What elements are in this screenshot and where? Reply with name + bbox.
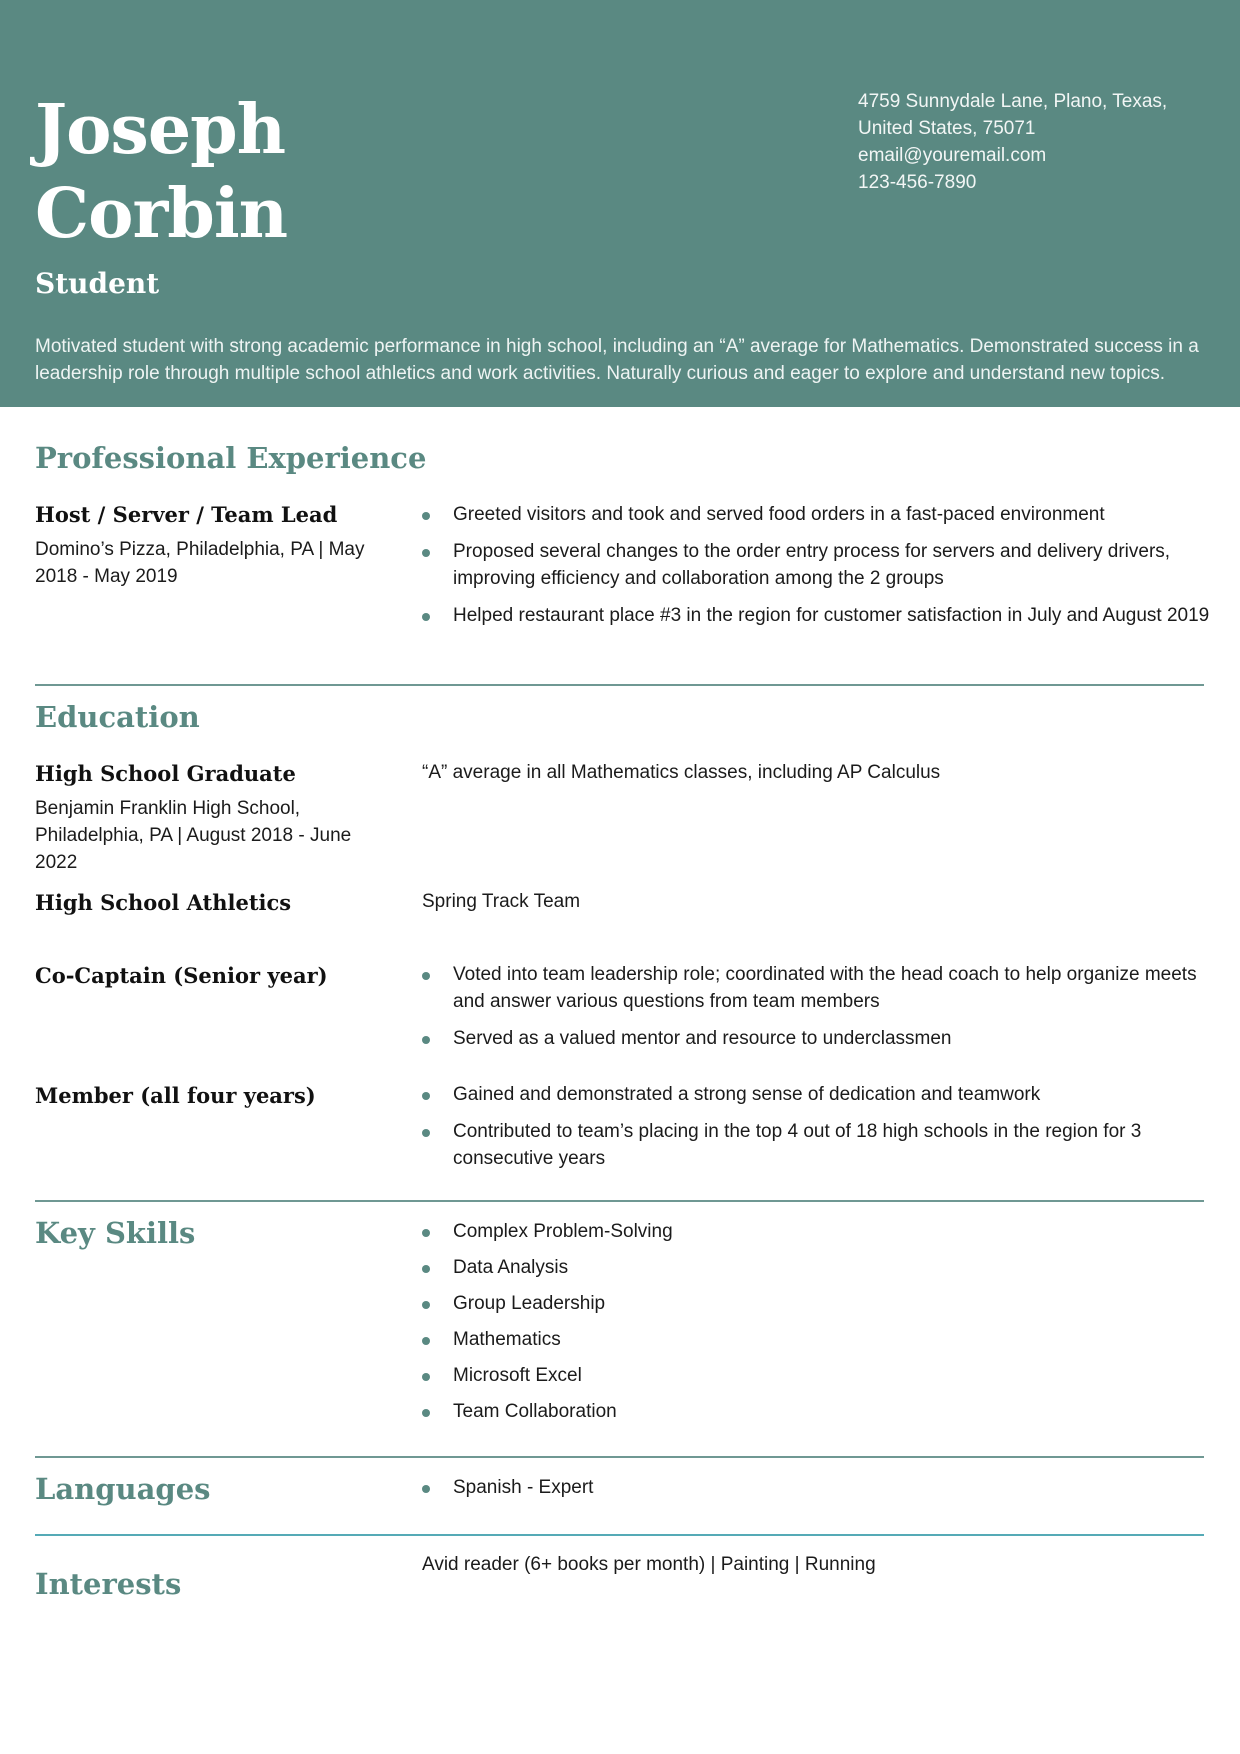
- candidate-name: [35, 88, 287, 256]
- athletics-title: High School Athletics: [35, 890, 292, 915]
- section-divider: [35, 1534, 1204, 1536]
- section-divider: [35, 684, 1204, 686]
- profile-summary: Motivated student with strong academic performance in high school, including an “A” average for Mathematics. Demonstrated success in a leadership role through multiple school athletics and work activities. Naturally curious and eager to explore and understand new topics.: [35, 336, 1199, 384]
- list-item: Complex Problem-Solving: [422, 1218, 1212, 1245]
- address-line-2: United States, 75071: [858, 118, 1036, 139]
- captain-title: Co-Captain (Senior year): [35, 963, 328, 988]
- list-item: Served as a valued mentor and resource to underclassmen: [422, 1025, 1212, 1052]
- list-item: Proposed several changes to the order entry process for servers and delivery drivers, improving efficiency and collaboration among the 2 groups: [422, 538, 1212, 592]
- skills-list: [422, 1218, 1212, 1434]
- list-item: Mathematics: [422, 1326, 1212, 1353]
- job-title: Student: [35, 267, 160, 300]
- resume-header: [0, 0, 1240, 407]
- education-school: Benjamin Franklin High School, Philadelphia, PA | August 2018 - June 2022: [35, 798, 352, 873]
- section-title-languages: Languages: [35, 1472, 211, 1506]
- section-divider: [35, 1200, 1204, 1202]
- list-item: Gained and demonstrated a strong sense of dedication and teamwork: [422, 1081, 1212, 1108]
- experience-details: Domino’s Pizza, Philadelphia, PA | May 2018 - May 2019: [35, 539, 365, 587]
- list-item: Data Analysis: [422, 1254, 1212, 1281]
- languages-list: [422, 1474, 1212, 1511]
- address-line-1: 4759 Sunnydale Lane, Plano, Texas,: [858, 91, 1168, 112]
- list-item: Greeted visitors and took and served food orders in a fast-paced environment: [422, 501, 1212, 528]
- athletics-note: Spring Track Team: [422, 891, 581, 912]
- experience-bullets: [422, 501, 1212, 639]
- section-title-skills: Key Skills: [35, 1216, 196, 1250]
- experience-job-title: Host / Server / Team Lead: [35, 502, 338, 527]
- phone-text: 123-456-7890: [858, 172, 977, 193]
- list-item: Team Collaboration: [422, 1398, 1212, 1425]
- section-title-education: Education: [35, 700, 200, 734]
- list-item: Microsoft Excel: [422, 1362, 1212, 1389]
- education-degree-note: “A” average in all Mathematics classes, including AP Calculus: [422, 762, 941, 783]
- section-title-experience: Professional Experience: [35, 441, 427, 475]
- education-degree: High School Graduate: [35, 761, 296, 786]
- section-title-interests: Interests: [35, 1567, 182, 1601]
- first-name: Joseph: [35, 90, 286, 170]
- member-title: Member (all four years): [35, 1083, 316, 1108]
- list-item: Group Leadership: [422, 1290, 1212, 1317]
- captain-bullets: [422, 961, 1212, 1062]
- email-text: email@youremail.com: [858, 145, 1047, 166]
- contact-block: [858, 88, 1167, 196]
- member-bullets: [422, 1081, 1212, 1182]
- list-item: Spanish - Expert: [422, 1474, 1212, 1501]
- last-name: Corbin: [35, 174, 288, 254]
- interests-text: Avid reader (6+ books per month) | Painting | Running: [422, 1554, 876, 1575]
- list-item: Voted into team leadership role; coordinated with the head coach to help organize meets and answer various questions from team members: [422, 961, 1212, 1015]
- section-divider: [35, 1456, 1204, 1458]
- list-item: Helped restaurant place #3 in the region for customer satisfaction in July and August 2019: [422, 602, 1212, 629]
- list-item: Contributed to team’s placing in the top 4 out of 18 high schools in the region for 3 consecutive years: [422, 1118, 1212, 1172]
